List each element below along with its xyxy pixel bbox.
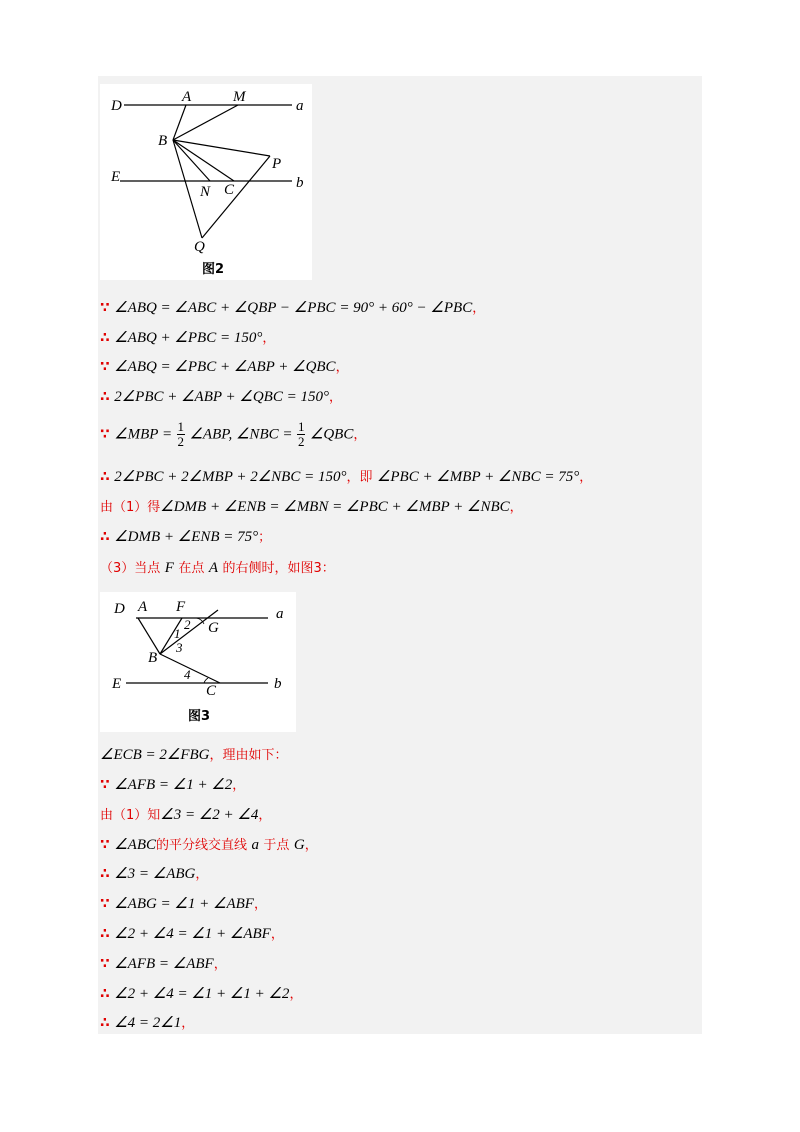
fig2-label-M: M	[233, 89, 246, 105]
line-2: ∴ ∠ABQ + ∠PBC = 150°，	[100, 330, 276, 346]
line-19: ∴ ∠4 = 2∠1，	[100, 1015, 195, 1031]
fig3-label-E: E	[112, 676, 122, 692]
line-4: ∴ 2∠PBC + ∠ABP + ∠QBC = 150°，	[100, 389, 342, 405]
line-12: 由（1）知∠3 = ∠2 + ∠4，	[100, 807, 272, 823]
fig2-label-E: E	[111, 169, 121, 185]
line-3: ∵ ∠ABQ = ∠PBC + ∠ABP + ∠QBC，	[100, 359, 349, 375]
line-13: ∵ ∠ABC的平分线交直线 a 于点 G，	[100, 837, 318, 853]
line-9-part3-heading: （3）当点 F 在点 A 的右侧时，如图3：	[100, 560, 335, 576]
fig2-label-N: N	[200, 184, 211, 200]
fig2-label-B: B	[158, 133, 168, 149]
fig3-label-B: B	[148, 650, 158, 666]
figure-3	[100, 592, 296, 732]
fig2-label-D: D	[111, 98, 122, 114]
fig3-label-3: 3	[176, 640, 183, 655]
line-15: ∵ ∠ABG = ∠1 + ∠ABF，	[100, 896, 267, 912]
fig2-label-b: b	[296, 175, 304, 191]
fig3-caption: 图3	[188, 709, 211, 724]
line-6: ∴ 2∠PBC + 2∠MBP + 2∠NBC = 150°，即 ∠PBC + ∠MBP + ∠NBC = 75°，	[100, 469, 593, 485]
fig3-label-2: 2	[184, 617, 191, 632]
fig3-label-A: A	[138, 599, 148, 615]
fig3-label-a: a	[276, 606, 284, 622]
line-11: ∵ ∠AFB = ∠1 + ∠2，	[100, 777, 246, 793]
line-14: ∴ ∠3 = ∠ABG，	[100, 866, 209, 882]
line-5: ∵ ∠MBP = $\frac{1}{2}$ ∠ABP, ∠NBC = $\frac{1}{2}$ ∠QBC，	[100, 419, 367, 449]
fig3-label-b: b	[274, 676, 282, 692]
fig3-label-D: D	[114, 601, 125, 617]
figure-2-diagram	[100, 84, 312, 280]
line-17: ∵ ∠AFB = ∠ABF，	[100, 956, 227, 972]
fig3-label-C: C	[206, 683, 217, 699]
fraction-half-2: $\frac{1}{2}$	[297, 419, 305, 449]
line-1: ∵ ∠ABQ = ∠ABC + ∠QBP − ∠PBC = 90° + 60° − ∠PBC，	[100, 300, 486, 316]
line-10: ∠ECB = 2∠FBG，理由如下：	[100, 747, 288, 763]
fig3-label-F: F	[176, 599, 186, 615]
fraction-half-1: $\frac{1}{2}$	[177, 419, 185, 449]
fig2-label-a: a	[296, 98, 304, 114]
line-18: ∴ ∠2 + ∠4 = ∠1 + ∠1 + ∠2，	[100, 986, 303, 1002]
fig2-label-Q: Q	[194, 239, 205, 255]
line-7: 由（1）得∠DMB + ∠ENB = ∠MBN = ∠PBC + ∠MBP + ∠NBC，	[100, 499, 523, 515]
fig2-label-P: P	[272, 156, 282, 172]
fig3-label-1: 1	[174, 626, 181, 641]
fig2-label-C: C	[224, 182, 235, 198]
line-8: ∴ ∠DMB + ∠ENB = 75°；	[100, 529, 272, 545]
fig2-label-A: A	[182, 89, 192, 105]
line-16: ∴ ∠2 + ∠4 = ∠1 + ∠ABF，	[100, 926, 284, 942]
figure-2	[100, 84, 312, 280]
fig3-label-G: G	[208, 620, 219, 636]
fig3-label-4: 4	[184, 667, 191, 682]
fig2-caption: 图2	[202, 262, 225, 277]
figure-3-diagram	[100, 592, 296, 732]
